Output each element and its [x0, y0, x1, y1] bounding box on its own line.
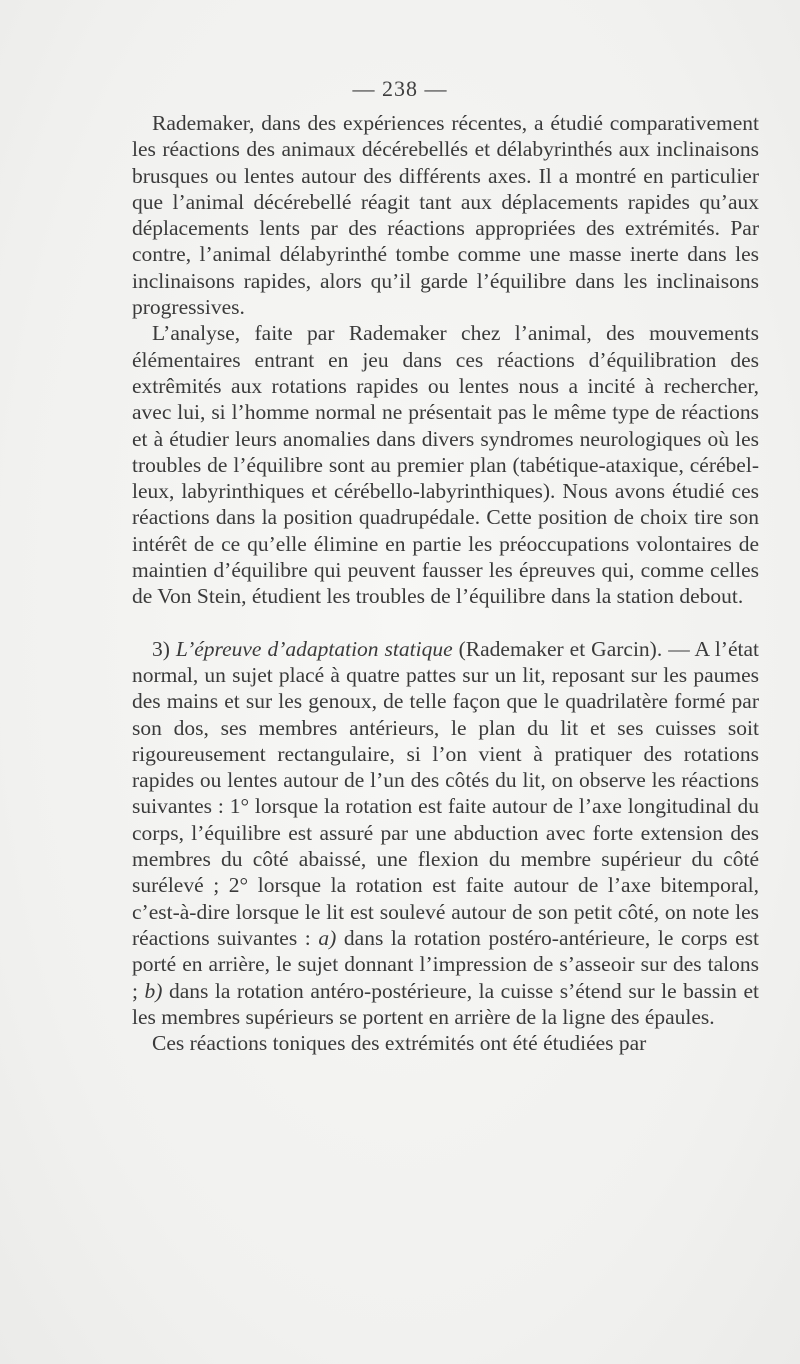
paragraph-reactions-toniques: Ces réactions toniques des extrémités ont été étudiées par: [152, 1031, 647, 1056]
section-number: 3): [152, 636, 176, 661]
paragraph-rademaker: Rademaker, dans des expériences récentes, a étudié comparativement les réactions des animaux décérebellés et délabyrinthés aux inclinaisons brusques ou lentes autour des différents axes. Il a montré en particulier que l’animal décérebellé réagit tant aux déplacements rapides qu’aux déplacements lents par des réactions appropriées des extrémités. Par contre, l’animal délabyrinthé tombe comme une masse inerte dans les inclinaisons rapides, alors qu’il garde l’équilibre dans les inclinaisons progressives.: [132, 111, 759, 320]
paragraph-epreuve: [132, 636, 759, 1030]
item-a-text: dans la rotation postéro-antérieure, le corps est porté en arrière, le sujet donnant l’impression de s’asseoir sur des talons ;: [132, 925, 760, 1003]
page-number: — 238 —: [352, 76, 448, 101]
item-b-label: b): [144, 978, 163, 1003]
item-a-label: a): [318, 925, 337, 950]
body-text: [132, 110, 759, 1056]
item-b-text: dans la rotation antéro-postérieure, la cuisse s’étend sur le bassin et les membres supérieurs se portent en arrière de la ligne des épaules.: [132, 978, 759, 1029]
section-title: L’épreuve d’adaptation statique: [175, 636, 453, 661]
paragraph-analyse: L’analyse, faite par Rademaker chez l’animal, des mouvements élémentaires entrant en jeu dans ces réactions d’équilibration des extrêmités aux rotations rapides ou lentes nous a incité à rechercher, avec lui, si l’homme normal ne présentait pas le même type de réactions et à étudier leurs anomalies dans divers syndromes neurologiques où les troubles de l’équilibre sont au premier plan (tabétique-ataxique, cérébelleux, labyrinthiques et cérébello-labyrinthiques). Nous avons étudié ces réactions dans la position quadrupédale. Cette position de choix tire son intérêt de ce qu’elle élimine en partie les préoccupations volontaires de maintien d’équilibre qui peuvent fausser les épreuves qui, comme celles de Von Stein, étudient les troubles de l’équilibre dans la station debout.: [132, 321, 759, 609]
paragraph-epreuve-text: (Rademaker et Garcin). — A l’état normal, un sujet placé à quatre pattes sur un lit, reposant sur les paumes des mains et sur les genoux, de telle façon que le quadrilatère formé par son dos, ses membres antérieurs, le plan du lit et ses cuisses soit rigoureusement rectangulaire, si l’on vient à pratiquer des rotations rapides ou lentes autour de l’un des côtés du lit, on observe les réactions suivantes : 1° lorsque la rotation est faite autour de l’axe longitudinal du corps, l’équilibre est assuré par une abduction avec forte extension des membres du côté abaissé, une flexion du membre supérieur du côté surélevé ; 2° lorsque la rotation est faite autour de l’axe bitemporal, c’est-à-dire lorsque le lit est soulevé autour de son petit côté, on note les réactions suivantes :: [132, 636, 760, 950]
